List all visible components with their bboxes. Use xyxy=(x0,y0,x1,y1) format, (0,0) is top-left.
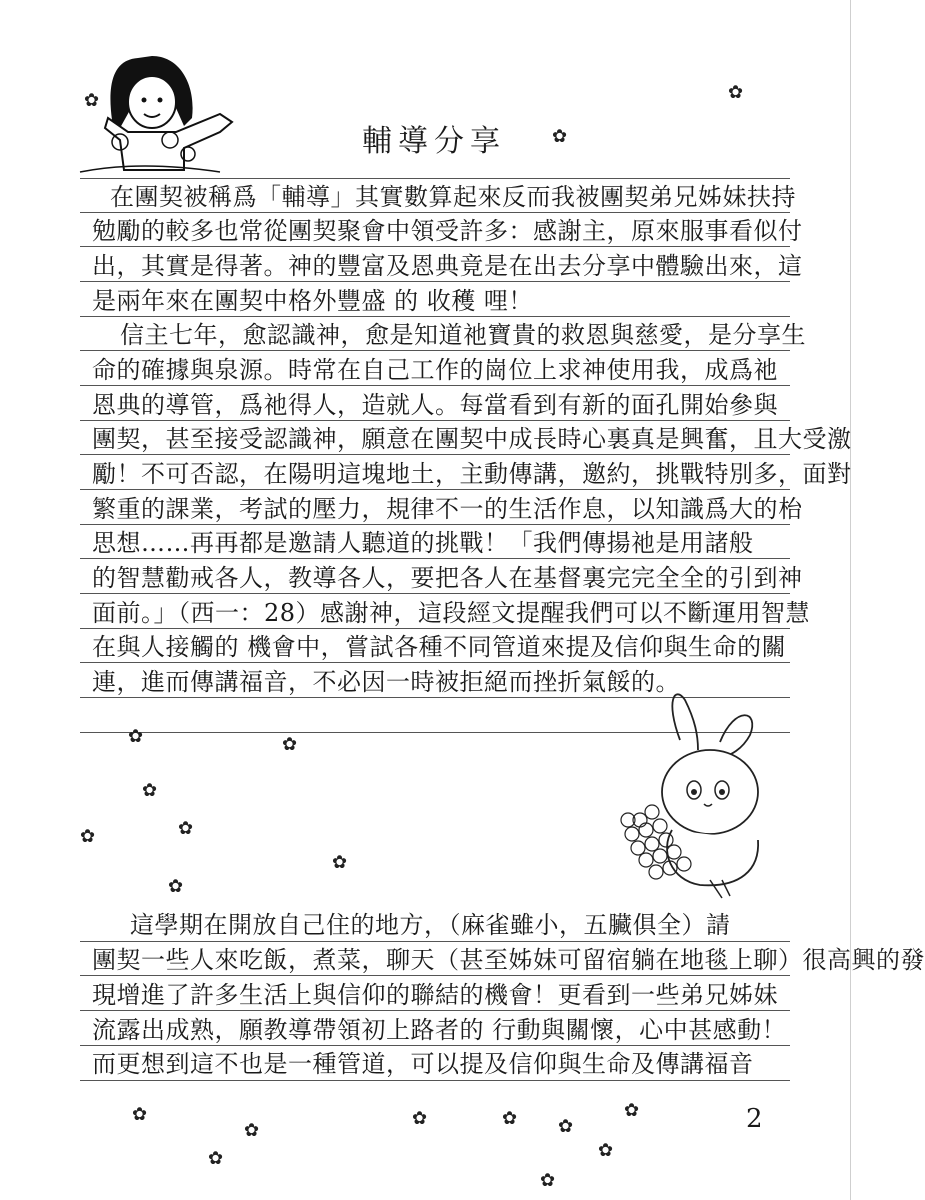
flower-icon: ✿ xyxy=(502,1108,518,1129)
text-line: 思想……再再都是邀請人聽道的挑戰！「我們傳揚祂是用諸般 xyxy=(92,529,754,557)
text-line: 現增進了許多生活上與信仰的聯結的機會！更看到一些弟兄姊妹 xyxy=(92,981,778,1009)
ruled-line xyxy=(80,316,790,317)
text-line: 在團契被稱爲「輔導」其實數算起來反而我被團契弟兄姊妹扶持 xyxy=(110,183,796,211)
text-line: 勵！不可否認，在陽明這塊地土，主動傳講，邀約，挑戰特別多，面對 xyxy=(92,460,852,488)
flower-icon: ✿ xyxy=(84,90,100,111)
ruled-line xyxy=(80,246,790,247)
ruled-line xyxy=(80,593,790,594)
margin-line xyxy=(850,0,851,1200)
text-line: 這學期在開放自己住的地方，（麻雀雖小，五臟俱全）請 xyxy=(130,911,731,939)
ruled-line xyxy=(80,350,790,351)
flower-icon: ✿ xyxy=(598,1140,614,1161)
ruled-line xyxy=(80,558,790,559)
flower-icon: ✿ xyxy=(142,780,158,801)
ruled-line xyxy=(80,1080,790,1081)
flower-icon: ✿ xyxy=(624,1100,640,1121)
text-line: 信主七年，愈認識神，愈是知道祂寶貴的救恩與慈愛，是分享生 xyxy=(120,321,806,349)
flower-icon: ✿ xyxy=(178,818,194,839)
flower-icon: ✿ xyxy=(244,1120,260,1141)
girl-illustration xyxy=(80,50,250,180)
text-line: 是兩年來在團契中格外豐盛 的 收穫 哩！ xyxy=(92,287,533,315)
ruled-line xyxy=(80,1010,790,1011)
ruled-line xyxy=(80,941,790,942)
flower-icon: ✿ xyxy=(128,726,144,747)
text-line: 連，進而傳講福音，不必因一時被拒絕而挫折氣餒的。 xyxy=(92,668,680,696)
flower-icon: ✿ xyxy=(552,126,568,147)
ruled-line xyxy=(80,1045,790,1046)
text-line: 的智慧勸戒各人，教導各人，要把各人在基督裏完完全全的引到神 xyxy=(92,564,803,592)
text-line: 流露出成熟，願教導帶領初上路者的 行動與關懷，心中甚感動！ xyxy=(92,1016,787,1044)
text-line: 勉勵的較多也常從團契聚會中領受許多：感謝主，原來服事看似付 xyxy=(92,217,803,245)
flower-icon: ✿ xyxy=(728,82,744,103)
flower-icon: ✿ xyxy=(332,852,348,873)
ruled-line xyxy=(80,212,790,213)
text-line: 出，其實是得著。神的豐富及恩典竟是在出去分享中體驗出來，這 xyxy=(92,252,803,280)
ruled-line xyxy=(80,662,790,663)
text-line: 命的確據與泉源。時常在自己工作的崗位上求神使用我，成爲祂 xyxy=(92,356,778,384)
text-line: 在與人接觸的 機會中，嘗試各種不同管道來提及信仰與生命的關 xyxy=(92,633,787,661)
text-line: 團契，甚至接受認識神，願意在團契中成長時心裏真是興奮，且大受激 xyxy=(92,425,852,453)
flower-icon: ✿ xyxy=(558,1116,574,1137)
flower-icon: ✿ xyxy=(132,1104,148,1125)
ruled-line xyxy=(80,385,790,386)
bunny-illustration xyxy=(610,680,800,900)
ruled-line xyxy=(80,524,790,525)
ruled-line xyxy=(80,178,790,179)
ruled-line xyxy=(80,281,790,282)
text-line: 面前。」（西一：28）感謝神，這段經文提醒我們可以不斷運用智慧 xyxy=(92,599,811,627)
page-number: 2 xyxy=(746,1104,763,1134)
ruled-line xyxy=(80,628,790,629)
flower-icon: ✿ xyxy=(282,734,298,755)
ruled-line xyxy=(80,420,790,421)
flower-icon: ✿ xyxy=(540,1170,556,1191)
text-line: 而更想到這不也是一種管道，可以提及信仰與生命及傳講福音 xyxy=(92,1050,754,1078)
flower-icon: ✿ xyxy=(208,1148,224,1169)
text-line: 團契一些人來吃飯，煮菜，聊天（甚至姊妹可留宿躺在地毯上聊）很高興的發 xyxy=(92,946,925,974)
ruled-line xyxy=(80,975,790,976)
text-line: 繁重的課業，考試的壓力，規律不一的生活作息，以知識爲大的枱 xyxy=(92,495,803,523)
ruled-line xyxy=(80,454,790,455)
flower-icon: ✿ xyxy=(168,876,184,897)
text-line: 恩典的導管，爲祂得人，造就人。每當看到有新的面孔開始參與 xyxy=(92,391,778,419)
page-title: 輔導分享 xyxy=(362,124,506,159)
flower-icon: ✿ xyxy=(80,826,96,847)
flower-icon: ✿ xyxy=(412,1108,428,1129)
ruled-line xyxy=(80,489,790,490)
